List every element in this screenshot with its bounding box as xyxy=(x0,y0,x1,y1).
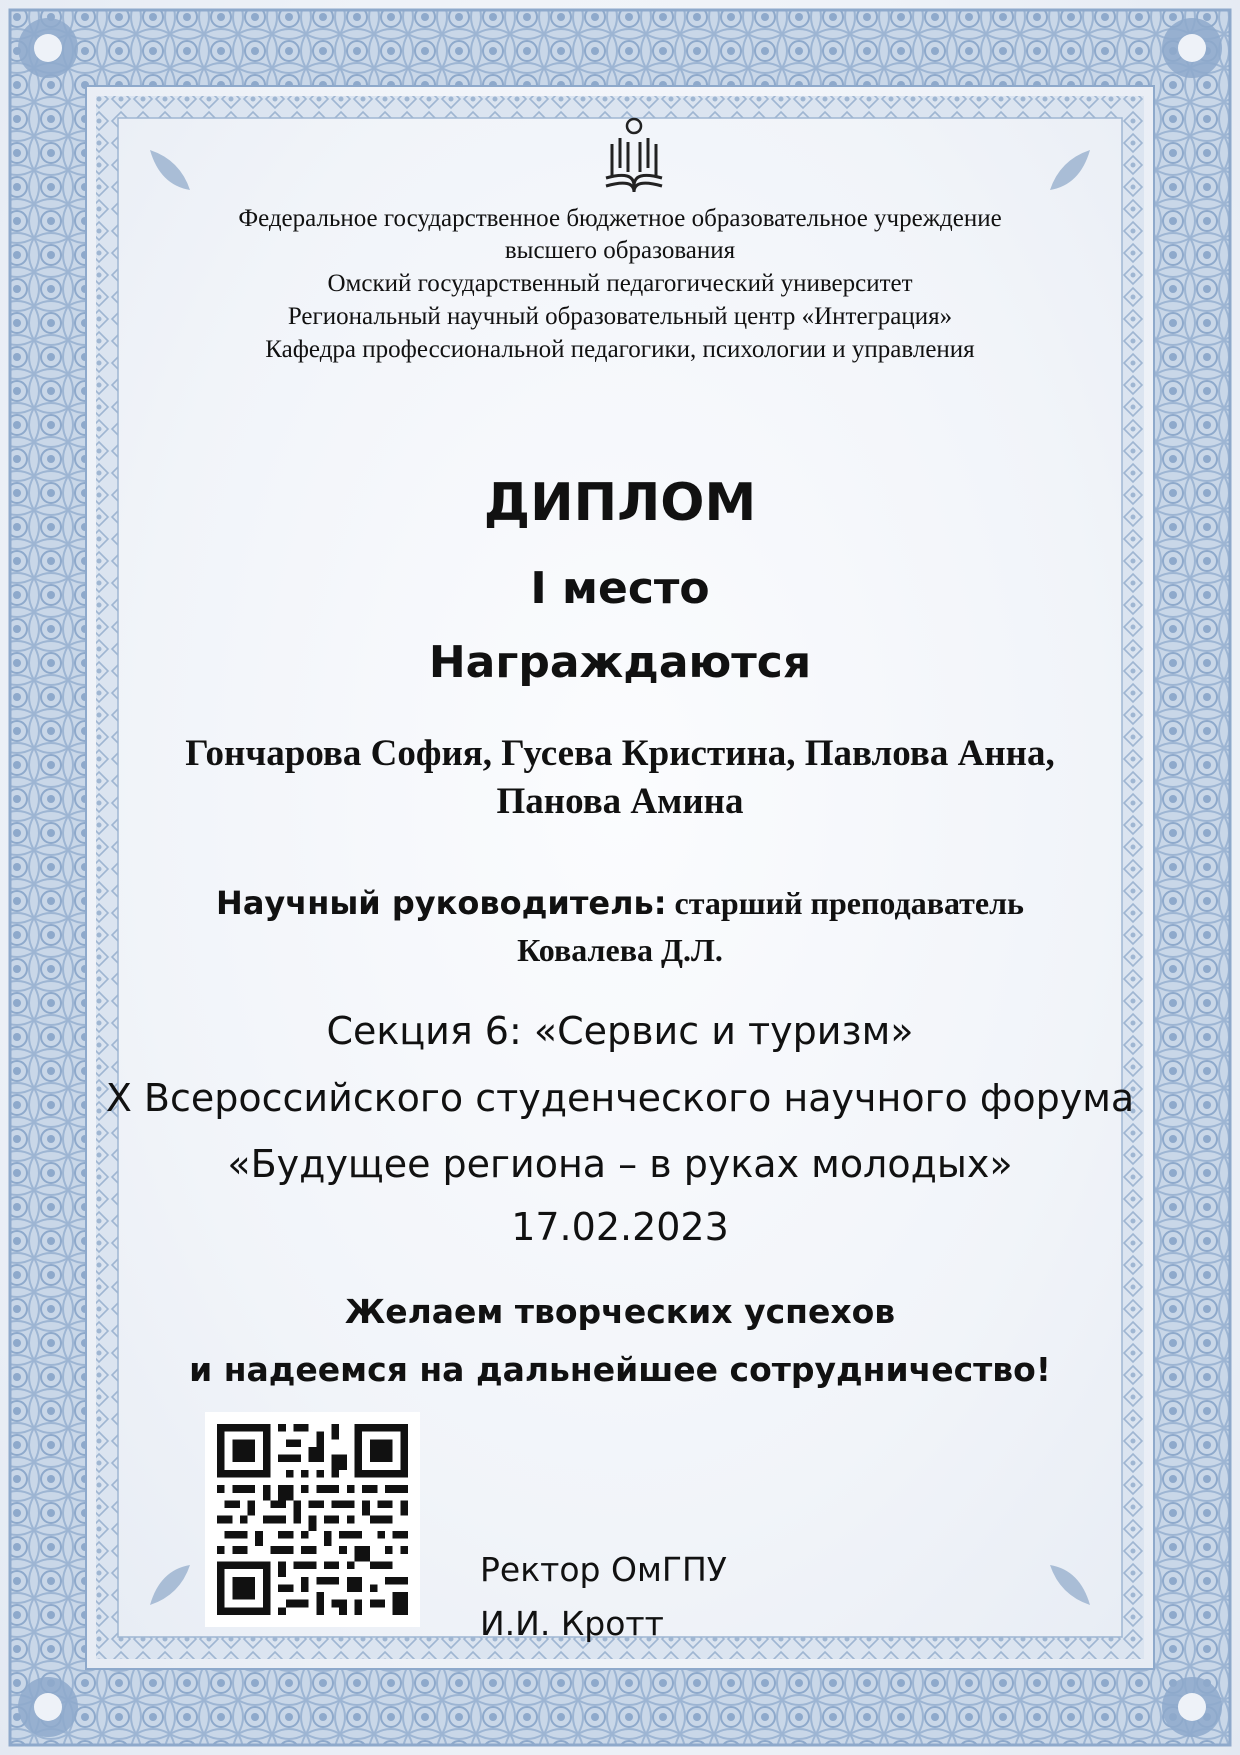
event-section: Секция 6: «Сервис и туризм» xyxy=(326,1009,914,1053)
institution-line-4: Региональный научный образовательный центр «Интеграция» xyxy=(287,303,953,330)
event-date: 17.02.2023 xyxy=(511,1205,729,1249)
awarded-heading: Награждаются xyxy=(428,637,812,688)
event-forum: X Всероссийского студенческого научного форума xyxy=(105,1076,1135,1120)
institution-line-3: Омский государственный педагогический университет xyxy=(327,270,913,297)
signature-name: И.И. Кротт xyxy=(480,1604,664,1643)
wishes-line-1: Желаем творческих успехов xyxy=(344,1292,896,1331)
institution-line-1: Федеральное государственное бюджетное образовательное учреждение xyxy=(238,205,1002,232)
supervisor-label: Научный руководитель: xyxy=(216,884,667,922)
qr-code[interactable] xyxy=(205,1412,420,1627)
supervisor-name: Ковалева Д.Л. xyxy=(517,932,723,968)
qr-code-image xyxy=(217,1424,408,1615)
institution-line-2: высшего образования xyxy=(504,237,736,264)
supervisor-line xyxy=(0,884,1240,922)
wishes-line-2: и надеемся на дальнейшее сотрудничество! xyxy=(189,1350,1051,1389)
institution-line-5: Кафедра профессиональной педагогики, психологии и управления xyxy=(265,336,975,363)
signature-title: Ректор ОмГПУ xyxy=(480,1550,727,1589)
diploma-title: ДИПЛОМ xyxy=(483,473,757,533)
awardees-line-2: Панова Амина xyxy=(496,781,744,822)
university-logo xyxy=(598,116,670,194)
supervisor-position: старший преподаватель xyxy=(666,885,1024,921)
event-forum-name: «Будущее региона – в руках молодых» xyxy=(227,1142,1013,1186)
place-heading: I место xyxy=(530,563,710,614)
awardees-line-1: Гончарова София, Гусева Кристина, Павлова Анна, xyxy=(185,733,1055,774)
